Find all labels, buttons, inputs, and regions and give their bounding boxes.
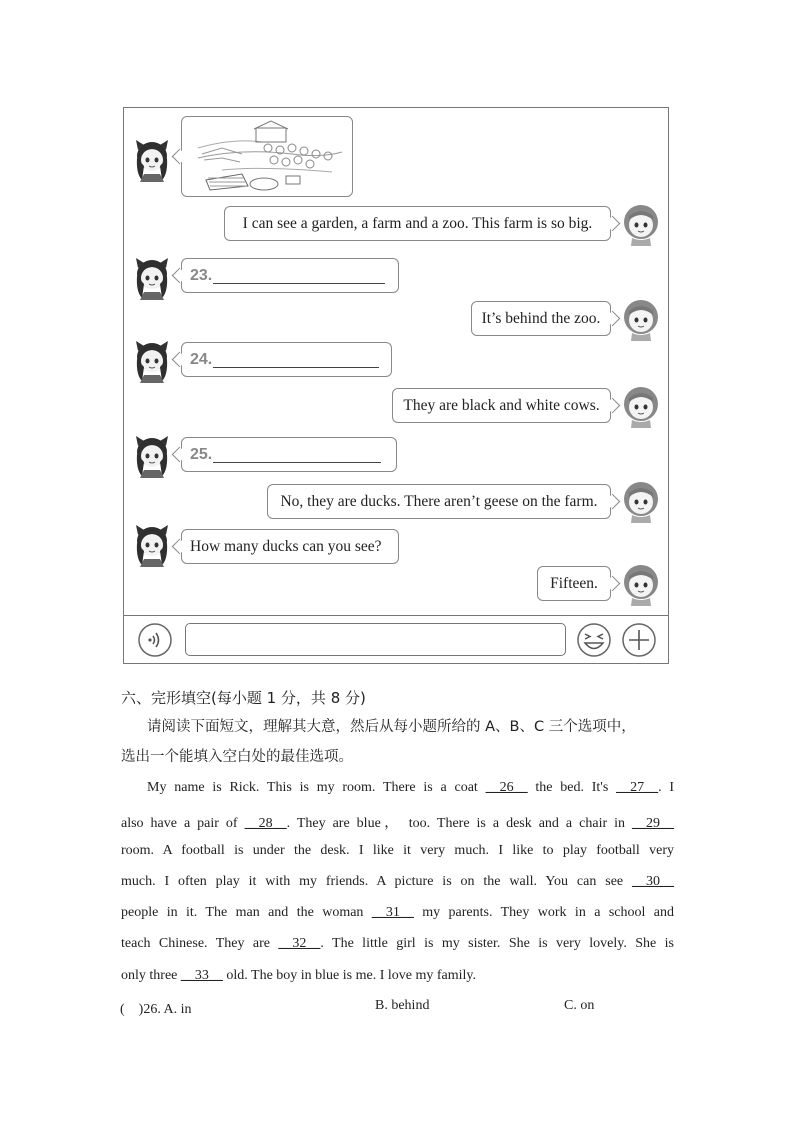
girl-avatar-right-icon — [621, 382, 661, 428]
passage-line-1 — [147, 780, 674, 796]
chat-window — [123, 107, 669, 664]
message-bubble-right — [392, 388, 611, 423]
instruction-line-2: 选出一个能填入空白处的最佳选项。 — [121, 749, 353, 765]
message-bubble-right — [267, 484, 611, 519]
passage-text: also have a pair of — [121, 816, 245, 831]
answer-bubble-23 — [181, 258, 399, 293]
passage-text: . They are blue， too. There is a desk and a chair in — [286, 816, 632, 831]
passage-text: . I — [658, 780, 675, 795]
message-text: No, they are ducks. There aren’t geese on the farm. — [280, 492, 598, 510]
chat-area — [124, 108, 668, 618]
message-text: It’s behind the zoo. — [481, 309, 601, 327]
blank-30: __30__ — [632, 874, 674, 889]
passage-line-4 — [121, 874, 674, 890]
message-bubble-right — [471, 301, 611, 336]
farm-scene-image — [182, 118, 352, 196]
passage-line-5 — [121, 905, 674, 921]
blank-32: __32__ — [278, 936, 321, 951]
blank-33: __33__ — [180, 968, 223, 983]
chat-input-bar — [124, 615, 668, 663]
passage-text: my parents. They work in a school and — [413, 905, 674, 920]
girl-avatar-right-icon — [621, 560, 661, 606]
plus-icon[interactable] — [621, 622, 657, 658]
passage-text: only three — [121, 968, 181, 983]
passage-text: people in it. The man and the woman — [121, 905, 372, 920]
message-text: How many ducks can you see? — [190, 537, 382, 555]
message-bubble-right — [537, 566, 611, 601]
girl-avatar-right-icon — [621, 200, 661, 246]
passage-line-3: room. A football is under the desk. I like it very much. I like to play football very — [121, 843, 674, 858]
question-number-23: 23. — [190, 266, 213, 284]
answer-blank-24[interactable] — [213, 353, 379, 368]
passage-line-2 — [121, 812, 674, 832]
girl-avatar-icon — [132, 432, 172, 478]
answer-blank-25[interactable] — [213, 448, 381, 463]
section-title: 六、完形填空(每小题 1 分，共 8 分) — [121, 689, 366, 707]
passage-text: My name is Rick. This is my room. There is a coat — [147, 780, 486, 795]
passage-text: much. I often play it with my friends. A picture is on the wall. You can see — [121, 874, 632, 889]
emoji-icon[interactable] — [576, 622, 612, 658]
passage-line-7 — [121, 968, 674, 984]
passage-text: teach Chinese. They are — [121, 936, 279, 951]
message-bubble-left — [181, 529, 399, 564]
answer-bubble-24 — [181, 342, 392, 377]
instruction-line-1: 请阅读下面短文，理解其大意，然后从每小题所给的 A、B、C 三个选项中， — [147, 719, 636, 735]
blank-26: __26__ — [485, 780, 528, 795]
passage-line-6 — [121, 936, 674, 952]
girl-avatar-icon — [132, 337, 172, 383]
message-text: I can see a garden, a farm and a zoo. This farm is so big. — [242, 214, 593, 232]
question-26-option-b[interactable]: B. behind — [375, 998, 430, 1013]
question-number-24: 24. — [190, 350, 213, 368]
voice-icon[interactable] — [137, 622, 173, 658]
blank-31: __31__ — [371, 905, 414, 920]
passage-text: old. The boy in blue is me. I love my family. — [222, 968, 477, 983]
girl-avatar-right-icon — [621, 295, 661, 341]
blank-29: __29__ — [632, 816, 674, 831]
message-input[interactable] — [185, 623, 566, 656]
passage-text: . The little girl is my sister. She is very lovely. She is — [320, 936, 674, 951]
blank-27: __27__ — [616, 780, 659, 795]
blank-28: __28__ — [244, 816, 287, 831]
girl-avatar-icon — [132, 136, 172, 182]
message-bubble-right — [224, 206, 611, 241]
answer-bubble-25 — [181, 437, 397, 472]
answer-blank-23[interactable] — [213, 269, 385, 284]
picture-bubble — [181, 116, 353, 197]
question-number-25: 25. — [190, 445, 213, 463]
message-text: They are black and white cows. — [403, 396, 600, 414]
question-26-option-a[interactable]: ( )26. A. in — [120, 1002, 192, 1017]
girl-avatar-right-icon — [621, 477, 661, 523]
message-text: Fifteen. — [550, 574, 598, 592]
girl-avatar-icon — [132, 254, 172, 300]
passage-text: the bed. It's — [527, 780, 617, 795]
girl-avatar-icon — [132, 521, 172, 567]
question-26-option-c[interactable]: C. on — [564, 998, 595, 1013]
